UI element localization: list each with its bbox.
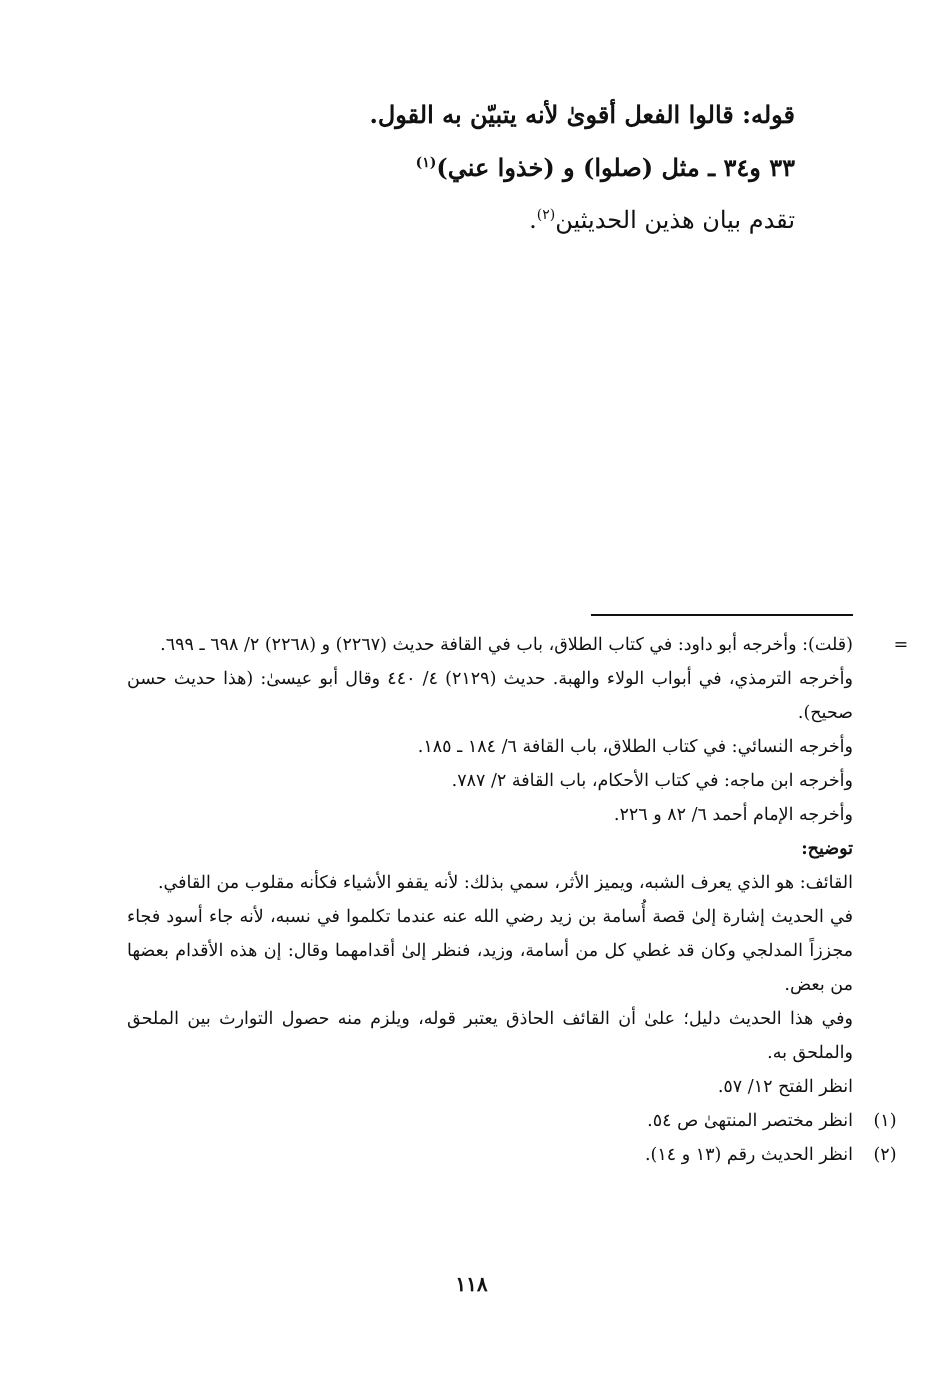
footnote-2 — [127, 1138, 897, 1172]
main-line-3 — [235, 194, 795, 247]
footnote-paragraph: وأخرجه الإمام أحمد ٦/ ٨٢ و ٢٢٦. — [613, 805, 853, 825]
footnotes-section — [127, 628, 909, 1172]
clarification-paragraph: انظر الفتح ١٢/ ٥٧. — [717, 1077, 853, 1097]
footnote-list — [127, 1104, 897, 1172]
footnote-1 — [127, 1104, 897, 1138]
footnote-ref-1[interactable]: (١) — [415, 155, 437, 171]
clarification-paragraph: وفي هذا الحديث دليل؛ علىٰ أن القائف الحاذق يعتبر قوله، ويلزم منه حصول التوارث بين الملحق والملحق به. — [127, 1009, 853, 1063]
page-number: ١١٨ — [455, 1272, 488, 1296]
main-line-2 — [235, 141, 795, 194]
footnote-paragraph: وأخرجه النسائي: في كتاب الطلاق، باب القافة ٦/ ١٨٤ ـ ١٨٥. — [417, 737, 853, 757]
clarification-paragraph: القائف: هو الذي يعرف الشبه، ويميز الأثر، سمي بذلك: لأنه يقفو الأشياء فكأنه مقلوب من القافي. — [157, 873, 853, 893]
main-text — [235, 88, 795, 247]
footnote-paragraph: (قلت): وأخرجه أبو داود: في كتاب الطلاق، باب في القافة حديث (٢٢٦٧) و (٢٢٦٨) ٢/ ٦٩٨ ـ ٦٩٩. — [160, 635, 853, 655]
footnote-number: (١) — [873, 1111, 897, 1131]
footnote-continuation — [127, 628, 909, 662]
clarification-heading: توضيح: — [801, 839, 853, 859]
main-line-3-end: . — [529, 206, 537, 234]
section-heading: ٣٣ و٣٤ ـ مثل (صلوا) و (خذوا عني) — [436, 153, 795, 182]
footnote-text: انظر الحديث رقم (١٣ و ١٤). — [644, 1145, 853, 1165]
clarification-paragraph: في الحديث إشارة إلىٰ قصة أُسامة بن زيد رضي الله عنه عندما تكلموا في نسبه، لأنه جاء أسود فجاء مجززاً المدلجي وكان قد غطي كل من أسامة، وزيد، فنظر إلىٰ أقدامهما وقال: إن هذه الأقدام بعضها من بعض. — [127, 907, 853, 995]
main-line-3-text: تقدم بيان هذين الحديثين — [555, 206, 795, 234]
continuation-marker: = — [893, 635, 909, 655]
main-line-1: قوله: قالوا الفعل أقوىٰ لأنه يتبيّن به القول. — [369, 100, 795, 129]
footnote-text: انظر مختصر المنتهىٰ ص ٥٤. — [647, 1111, 853, 1131]
footnote-paragraph: وأخرجه الترمذي، في أبواب الولاء والهبة. حديث (٢١٢٩) ٤/ ٤٤٠ وقال أبو عيسىٰ: (هذا حديث حسن صحيح). — [127, 669, 853, 723]
footnote-divider — [591, 614, 853, 616]
footnote-number: (٢) — [873, 1145, 897, 1165]
footnote-paragraph: وأخرجه ابن ماجه: في كتاب الأحكام، باب القافة ٢/ ٧٨٧. — [451, 771, 853, 791]
footnote-ref-2[interactable]: (٢) — [536, 207, 556, 223]
